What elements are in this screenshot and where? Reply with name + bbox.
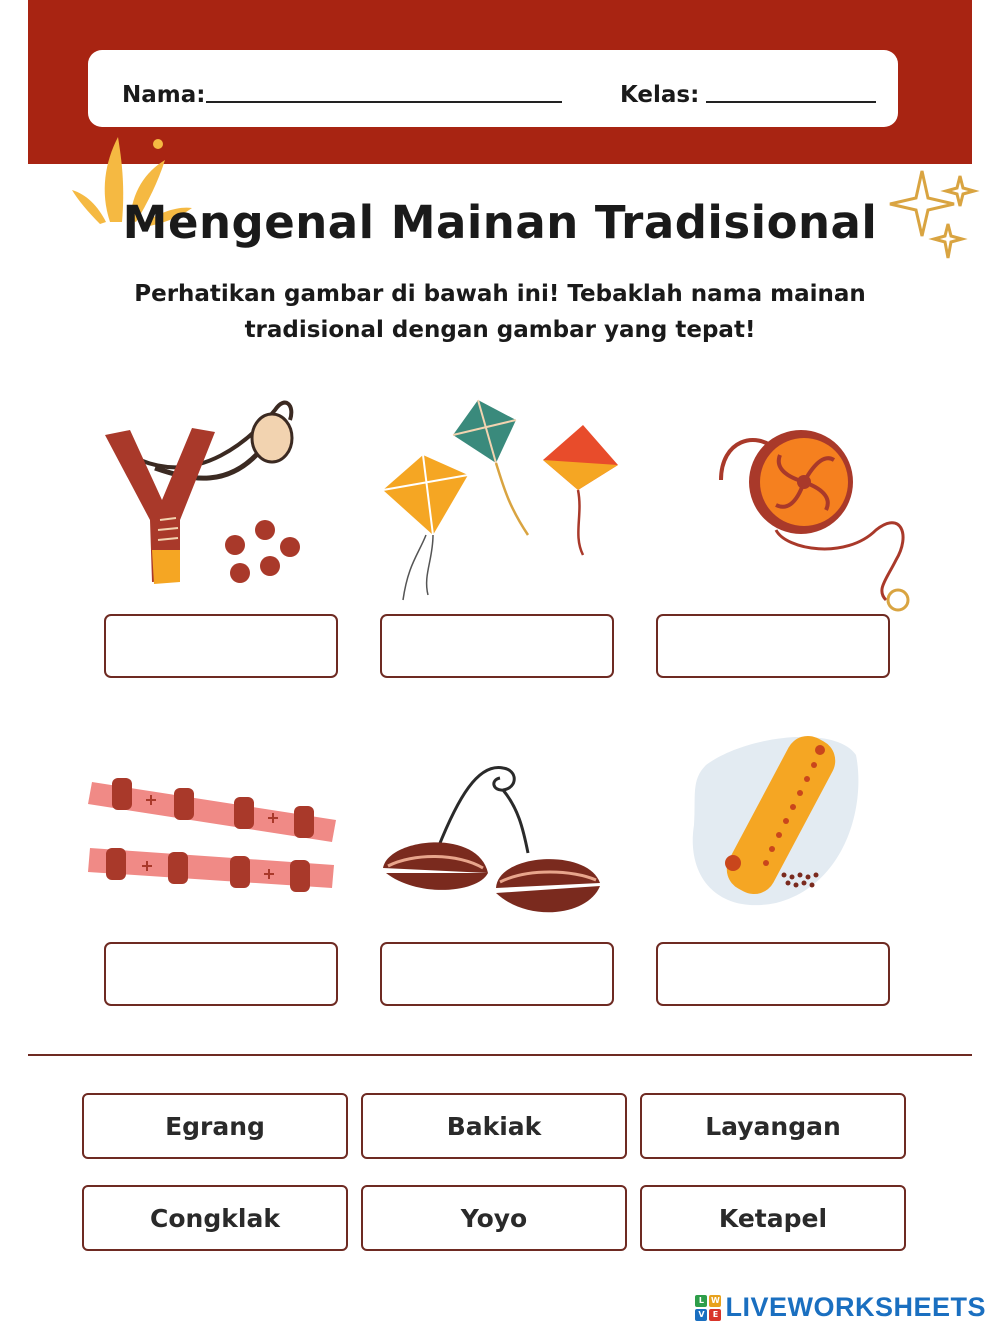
name-class-bar <box>88 50 898 127</box>
bakiak-shells-icon <box>378 758 608 923</box>
yoyo-icon <box>716 420 916 615</box>
liveworksheets-logo-icon: L W V E <box>695 1295 721 1321</box>
answer-box-6[interactable] <box>656 942 890 1006</box>
word-layangan[interactable]: Layangan <box>640 1093 906 1159</box>
word-congklak[interactable]: Congklak <box>82 1185 348 1251</box>
kelas-input-line[interactable] <box>706 101 876 103</box>
word-ketapel[interactable]: Ketapel <box>640 1185 906 1251</box>
nama-label: Nama: <box>122 82 206 108</box>
answer-box-5[interactable] <box>380 942 614 1006</box>
divider <box>28 1054 972 1056</box>
answer-box-3[interactable] <box>656 614 890 678</box>
instructions-line-2: tradisional dengan gambar yang tepat! <box>244 317 756 343</box>
stilts-icon <box>84 770 344 900</box>
word-bakiak[interactable]: Bakiak <box>361 1093 627 1159</box>
word-yoyo[interactable]: Yoyo <box>361 1185 627 1251</box>
word-egrang[interactable]: Egrang <box>82 1093 348 1159</box>
answer-box-1[interactable] <box>104 614 338 678</box>
congklak-board-icon <box>686 725 866 910</box>
kelas-label: Kelas: <box>620 82 700 108</box>
kites-icon <box>378 395 628 605</box>
answer-box-4[interactable] <box>104 942 338 1006</box>
page-title: Mengenal Mainan Tradisional <box>122 196 878 249</box>
liveworksheets-brand[interactable] <box>695 1292 986 1323</box>
answer-box-2[interactable] <box>380 614 614 678</box>
slingshot-icon <box>100 390 310 590</box>
instructions <box>90 276 910 348</box>
nama-input-line[interactable] <box>206 101 562 103</box>
brand-name: LIVEWORKSHEETS <box>725 1292 986 1322</box>
instructions-line-1: Perhatikan gambar di bawah ini! Tebaklah nama mainan <box>134 281 866 307</box>
